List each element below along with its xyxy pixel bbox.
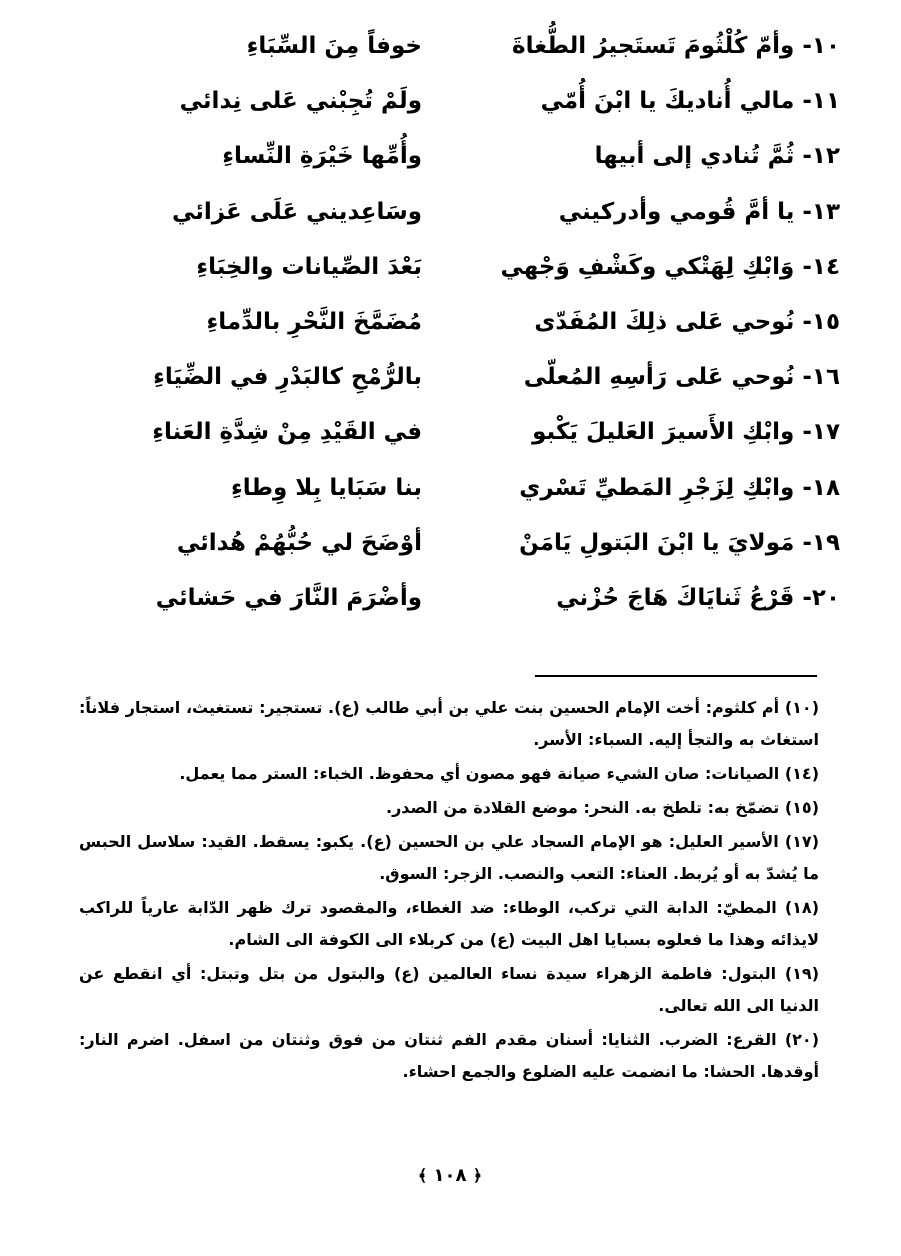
verse-20 xyxy=(60,578,840,633)
verse-first-hemistich xyxy=(465,26,840,66)
verse-18 xyxy=(60,468,840,523)
verse-first-text: وَابْكِ لِهَتْكي وكَشْفِ وَجْهي xyxy=(500,253,795,280)
verse-16 xyxy=(60,357,840,412)
verse-number: ١٩- xyxy=(802,529,840,556)
verse-10 xyxy=(60,26,840,81)
verse-12 xyxy=(60,136,840,191)
verse-first-hemistich xyxy=(465,357,840,397)
verse-number: ١٧- xyxy=(802,419,840,446)
footnote-14: (١٤) الصيانات: صان الشيء صيانة فهو مصون أي محفوظ. الخباء: الستر مما يعمل. xyxy=(179,764,819,783)
verse-first-hemistich xyxy=(465,578,840,618)
verse-number: ١٠- xyxy=(802,33,840,59)
verse-first-hemistich xyxy=(465,247,840,287)
verse-number: ١٣- xyxy=(802,198,840,225)
verse-first-hemistich xyxy=(465,468,840,508)
verse-first-text: مالي أُناديكَ يا ابْنَ أُمّي xyxy=(540,88,795,115)
verse-second-hemistich: في القَيْدِ مِنْ شِدَّةِ العَناءِ xyxy=(152,419,422,446)
verse-first-text: نُوحي عَلى رَأسِهِ المُعلّى xyxy=(523,364,795,391)
verse-number: ١٢- xyxy=(802,143,840,170)
verse-first-hemistich xyxy=(465,523,840,563)
footnote-17: (١٧) الأسير العليل: هو الإمام السجاد علي بن الحسين (ع). يكبو: يسقط. القيد: سلاسل الحبس ما يُشدّ به أو يُربط. العناء: التعب والنصب. الزجر: السوق. xyxy=(79,832,819,883)
page-number-value: ١٠٨ xyxy=(433,1165,467,1186)
verse-second-hemistich: وسَاعِديني عَلَى عَزائي xyxy=(171,198,422,225)
ornament-bracket-icon: ﴿ xyxy=(472,1166,483,1185)
verse-first-text: نُوحي عَلى ذلِكَ المُفَدّى xyxy=(534,308,795,335)
verse-second-hemistich: خوفاً مِنَ السِّبَاءِ xyxy=(246,33,422,59)
verse-first-hemistich xyxy=(465,81,840,121)
verse-number: ١٤- xyxy=(802,253,840,280)
footnote-19: (١٩) البتول: فاطمة الزهراء سيدة نساء العالمين (ع) والبتول من بتل وتبتل: أي انقطع عن الدنيا الى الله تعالى. xyxy=(79,964,819,1015)
verse-second-hemistich: وأُمِّها خَيْرَةِ النِّساءِ xyxy=(222,143,422,170)
verse-14 xyxy=(60,247,840,302)
footnote-20: (٢٠) القرع: الضرب. الثنايا: أسنان مقدم الفم ثنتان من فوق وثنتان من اسفل. اضرم النار: أوقدها. الحشا: ما انضمت عليه الضلوع والجمع احشاء. xyxy=(79,1030,819,1081)
verse-second-hemistich: بالرُّمْحِ كالبَدْرِ في الضِّيَاءِ xyxy=(153,364,422,391)
verse-11 xyxy=(60,81,840,136)
verse-second-hemistich: أوْضَحَ لي حُبُّهُمْ هُدائي xyxy=(176,529,422,556)
verse-first-text: مَولايَ يا ابْنَ البَتولِ يَامَنْ xyxy=(519,529,795,556)
verse-number: ١٥- xyxy=(802,308,840,335)
verse-19 xyxy=(60,523,840,578)
verse-number: ٢٠- xyxy=(802,584,840,611)
verse-second-hemistich: بنا سَبَايا بِلا وِطاءِ xyxy=(230,474,422,501)
verse-first-hemistich xyxy=(465,302,840,342)
verse-number: ١١- xyxy=(802,88,840,115)
page-number xyxy=(380,1165,520,1186)
verse-first-hemistich xyxy=(465,136,840,176)
verse-first-text: قَرْعُ ثَنايَاكَ هَاجَ حُزْني xyxy=(556,584,795,611)
footnote-15: (١٥) تضمّخ به: تلطخ به. النحر: موضع القلادة من الصدر. xyxy=(385,798,819,817)
verse-first-text: يا أمَّ قُومي وأدركيني xyxy=(558,198,795,225)
verse-second-hemistich: وأضْرَمَ النَّارَ في حَشائي xyxy=(155,584,422,611)
verse-first-text: وابْكِ الأَسيرَ العَليلَ يَكْبو xyxy=(532,419,795,446)
verse-first-text: ثُمَّ تُنادي إلى أبيها xyxy=(594,143,795,170)
verse-first-hemistich xyxy=(465,192,840,232)
verse-first-text: وابْكِ لِزَجْرِ المَطيِّ تَسْري xyxy=(519,474,795,501)
verse-first-text: وأمّ كُلْثُومَ تَستَجيرُ الطُّغاةَ xyxy=(512,33,795,59)
verse-number: ١٦- xyxy=(802,364,840,391)
verse-second-hemistich: بَعْدَ الصِّيانات والخِبَاءِ xyxy=(196,253,422,280)
footnote-10: (١٠) أم كلثوم: أخت الإمام الحسين بنت علي بن أبي طالب (ع). تستجير: تستغيث، استجار فلاناً: استغاث به والتجأ إليه. السباء: الأسر. xyxy=(79,698,819,749)
verse-17 xyxy=(60,412,840,467)
verse-15 xyxy=(60,302,840,357)
verse-number: ١٨- xyxy=(802,474,840,501)
poem xyxy=(60,26,840,633)
footnote-separator xyxy=(535,675,817,677)
footnote-18: (١٨) المطيّ: الدابة التي تركب، الوطاء: ضد الغطاء، والمقصود ترك ظهر الدّابة عارياً للراكب لايذائه وهذا ما فعلوه بسبايا اهل البيت (ع) من كربلاء الى الكوفة الى الشام. xyxy=(79,898,819,949)
ornament-bracket-icon: ﴾ xyxy=(417,1166,428,1185)
verse-second-hemistich: مُضَمَّخَ النَّحْرِ بالدِّماءِ xyxy=(206,308,422,335)
verse-13 xyxy=(60,192,840,247)
verse-second-hemistich: ولَمْ تُجِبْني عَلى نِدائي xyxy=(179,88,422,115)
verse-first-hemistich xyxy=(465,412,840,452)
footnotes xyxy=(79,692,819,1090)
